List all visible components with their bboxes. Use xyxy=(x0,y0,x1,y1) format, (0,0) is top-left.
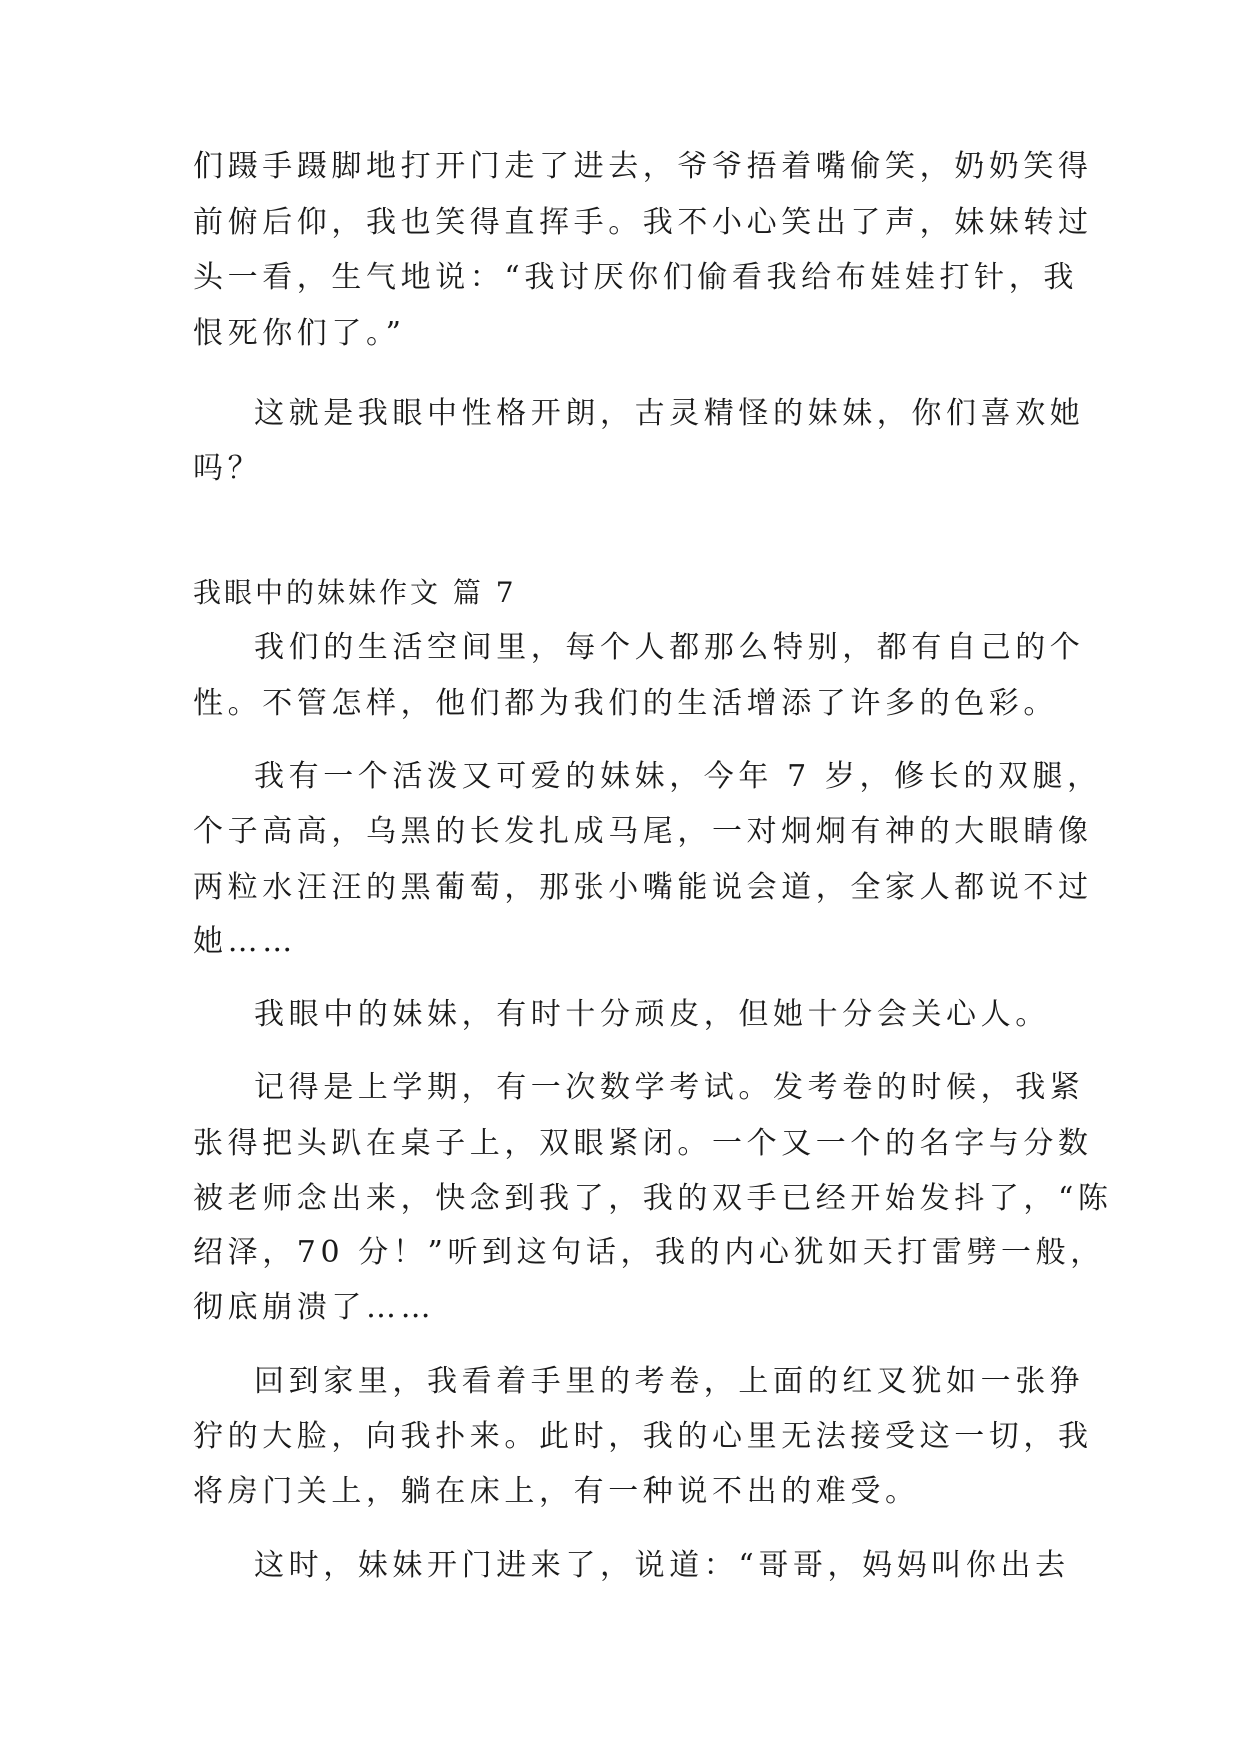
body-line: 性。不管怎样，他们都为我们的生活增添了许多的色彩。 xyxy=(193,686,1058,721)
body-line: 张得把头趴在桌子上，双眼紧闭。一个又一个的名字与分数 xyxy=(193,1126,1093,1161)
paragraph-start-line: 我们的生活空间里，每个人都那么特别，都有自己的个 xyxy=(254,630,1085,665)
body-line: 恨死你们了。” xyxy=(193,316,406,351)
body-line: 头一看，生气地说：“我讨厌你们偷看我给布娃娃打针，我 xyxy=(193,260,1078,295)
body-line: 前俯后仰，我也笑得直挥手。我不小心笑出了声，妹妹转过 xyxy=(193,205,1093,240)
body-line: 两粒水汪汪的黑葡萄，那张小嘴能说会道，全家人都说不过 xyxy=(193,870,1093,905)
body-line: 吗？ xyxy=(193,451,263,486)
body-line: 狞的大脸，向我扑来。此时，我的心里无法接受这一切，我 xyxy=(193,1419,1093,1454)
body-line: 们蹑手蹑脚地打开门走了进去，爷爷捂着嘴偷笑，奶奶笑得 xyxy=(193,149,1093,184)
paragraph-start-line: 我眼中的妹妹，有时十分顽皮，但她十分会关心人。 xyxy=(254,997,1050,1032)
body-line: 被老师念出来，快念到我了，我的双手已经开始发抖了，“陈 xyxy=(193,1181,1113,1216)
section-heading: 我眼中的妹妹作文 篇 7 xyxy=(193,576,517,609)
body-line: 彻底崩溃了…… xyxy=(193,1290,436,1325)
body-line: 个子高高，乌黑的长发扎成马尾，一对炯炯有神的大眼睛像 xyxy=(193,814,1093,849)
paragraph-start-line: 我有一个活泼又可爱的妹妹，今年 7 岁，修长的双腿， xyxy=(254,759,1102,794)
body-line: 她…… xyxy=(193,924,297,959)
paragraph-start-line: 这就是我眼中性格开朗，古灵精怪的妹妹，你们喜欢她 xyxy=(254,396,1085,431)
paragraph-start-line: 记得是上学期，有一次数学考试。发考卷的时候，我紧 xyxy=(254,1070,1085,1105)
body-line: 绍泽，70 分！”听到这句话，我的内心犹如天打雷劈一般， xyxy=(193,1235,1105,1270)
paragraph-start-line: 这时，妹妹开门进来了，说道：“哥哥，妈妈叫你出去 xyxy=(254,1548,1070,1583)
paragraph-start-line: 回到家里，我看着手里的考卷，上面的红叉犹如一张狰 xyxy=(254,1364,1085,1399)
body-line: 将房门关上，躺在床上，有一种说不出的难受。 xyxy=(193,1474,920,1509)
